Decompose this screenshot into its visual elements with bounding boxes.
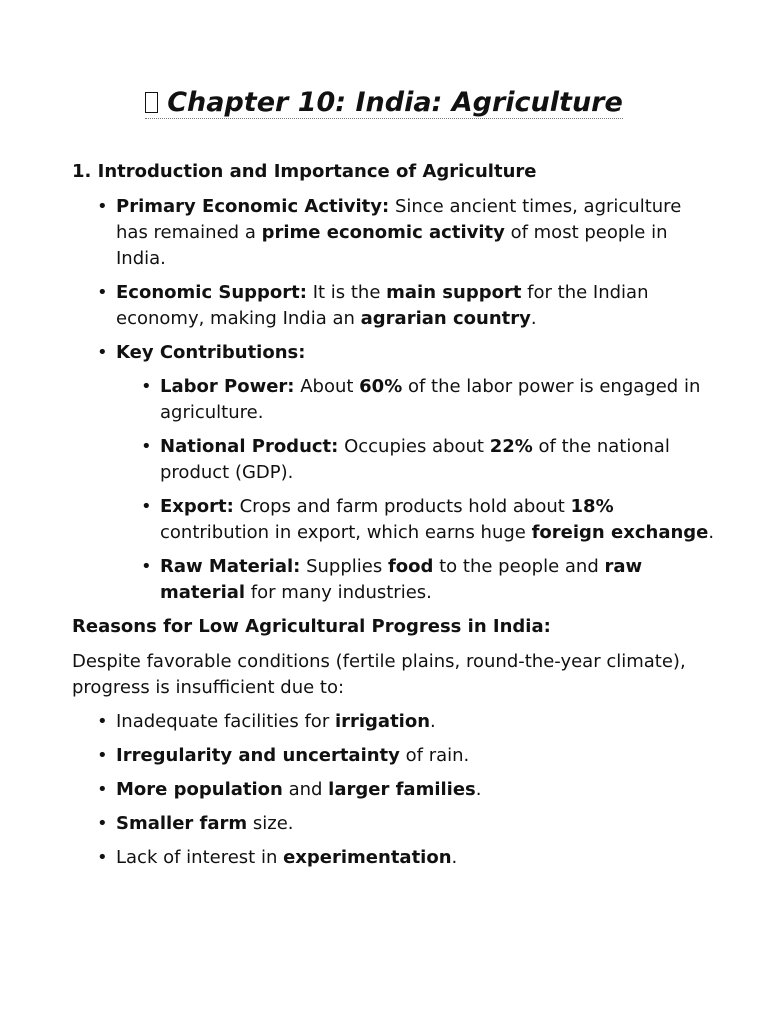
list-item-national-product — [72, 434, 722, 486]
item-label: Primary Economic Activity: — [116, 196, 390, 217]
item-text: About — [294, 376, 360, 397]
list-item-key-contributions — [72, 340, 715, 606]
list-item-export — [72, 494, 722, 546]
item-label: Economic Support: — [116, 282, 307, 303]
list-item-labor-power — [72, 374, 722, 426]
list-item-experimentation — [72, 845, 702, 871]
item-text: size. — [247, 813, 294, 834]
item-text: contribution in export, which earns huge — [160, 522, 532, 543]
item-text: . — [475, 779, 482, 800]
item-text: of most people in India. — [116, 222, 668, 269]
content — [72, 159, 715, 879]
item-text: Inadequate facilities for — [116, 711, 335, 732]
item-label: Raw Material: — [160, 556, 301, 577]
item-emphasis: 18% — [570, 496, 614, 517]
item-text: Supplies — [300, 556, 388, 577]
item-emphasis: prime economic activity — [261, 222, 505, 243]
contributions-list — [72, 374, 722, 606]
section-heading-introduction: 1. Introduction and Importance of Agriculture — [72, 161, 537, 182]
item-label: Labor Power: — [160, 376, 295, 397]
title-text: Chapter 10: India: Agriculture — [167, 87, 623, 118]
item-emphasis: irrigation — [334, 711, 431, 732]
item-emphasis: food — [387, 556, 434, 577]
section-heading-reasons: Reasons for Low Agricultural Progress in India: — [72, 616, 551, 637]
item-emphasis: foreign exchange — [531, 522, 709, 543]
item-text: of rain. — [399, 745, 470, 766]
item-emphasis: More population — [116, 779, 283, 800]
item-text: to the people and — [433, 556, 605, 577]
item-text: for the Indian economy, making India an — [116, 282, 649, 329]
list-item-population — [72, 777, 702, 803]
item-emphasis: Irregularity and uncertainty — [116, 745, 400, 766]
item-text: Since ancient times, agriculture has remained a — [116, 196, 682, 243]
item-text: Occupies about — [338, 436, 490, 457]
item-text: . — [708, 522, 715, 543]
item-text: . — [451, 847, 458, 868]
list-item-rain — [72, 743, 702, 769]
item-text: . — [430, 711, 436, 732]
list-item-irrigation — [72, 709, 702, 735]
item-emphasis: 60% — [359, 376, 403, 397]
item-emphasis: raw material — [160, 556, 643, 603]
list-item-raw-material — [72, 554, 722, 606]
item-label: Key Contributions: — [116, 342, 306, 363]
item-text: and — [282, 779, 329, 800]
list-item-economic-support — [72, 280, 702, 332]
item-text: for many industries. — [245, 582, 432, 603]
item-text: Crops and farm products hold about — [233, 496, 571, 517]
item-label: National Product: — [160, 436, 339, 457]
item-emphasis: main support — [386, 282, 522, 303]
item-emphasis: experimentation — [283, 847, 452, 868]
item-text: of the labor power is engaged in agriculture. — [160, 376, 701, 423]
item-emphasis: Smaller farm — [116, 813, 248, 834]
title-underline — [145, 88, 623, 119]
item-emphasis: agrarian country — [360, 308, 531, 329]
page-title — [0, 86, 768, 120]
introduction-list — [72, 194, 715, 606]
reasons-list — [72, 709, 702, 871]
item-text: of the national product (GDP). — [160, 436, 670, 483]
item-text: . — [530, 308, 537, 329]
item-text: Lack of interest in — [116, 847, 284, 868]
list-item-farm-size — [72, 811, 702, 837]
item-emphasis: 22% — [489, 436, 533, 457]
item-emphasis: larger families — [328, 779, 476, 800]
reasons-intro-paragraph: Despite favorable conditions (fertile plains, round-the-year climate), progress is insufficient due to: — [72, 651, 686, 698]
book-icon — [145, 92, 158, 113]
list-item-primary-economic-activity — [72, 194, 702, 272]
item-label: Export: — [160, 496, 234, 517]
item-text: It is the — [306, 282, 387, 303]
